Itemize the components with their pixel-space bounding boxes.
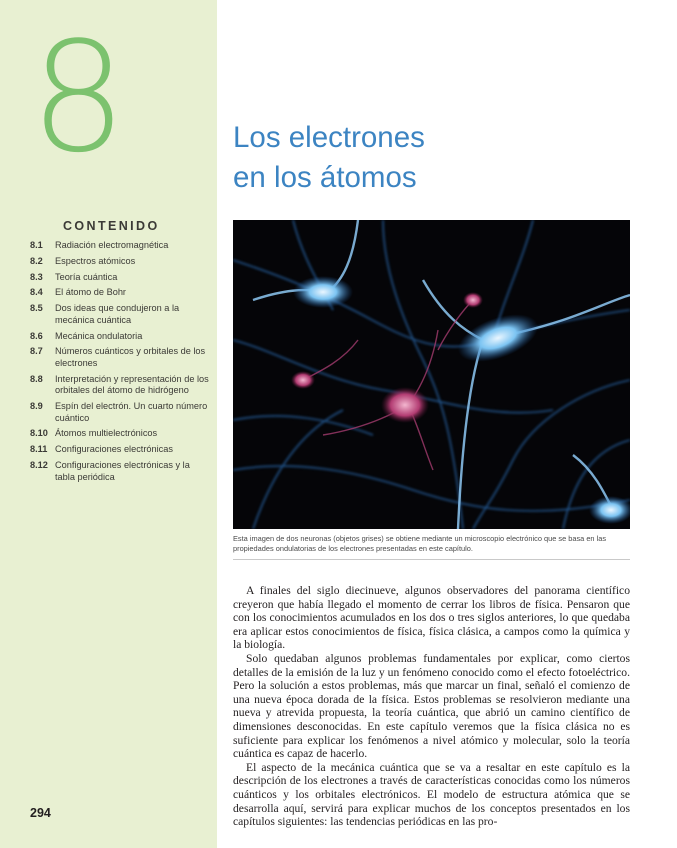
- toc-item: [30, 428, 210, 440]
- toc-item: [30, 460, 210, 483]
- toc-number: 8.11: [30, 444, 48, 455]
- body-text: [233, 584, 630, 829]
- neuron-micrograph-image: [233, 220, 630, 529]
- body-paragraph: Solo quedaban algunos problemas fundamentales por explicar, como ciertos detalles de la emisión de la luz y un fenómeno conocido como el efecto fotoeléctrico. Pero la solución a estos problemas, más que marcar un final, señaló el comienzo de una nueva época dorada de la física. Estos problemas se resolvieron mediante una nueva y atrevida propuesta, la teoría cuántica, que abrió un camino científico de dimensiones desconocidas. En este capítulo veremos que la física clásica no es suficiente para explicar los fenómenos a nivel atómico y molecular, solo la teoría cuántica es capaz de hacerlo.: [233, 651, 630, 761]
- toc-item: [30, 346, 210, 369]
- toc-item: [30, 272, 210, 284]
- chapter-title-line-1: Los electrones: [233, 121, 425, 154]
- chapter-number: 8: [30, 9, 123, 186]
- toc-number: 8.2: [30, 255, 43, 266]
- contents-heading: CONTENIDO: [63, 219, 160, 233]
- toc-text: Configuraciones electrónicas: [55, 444, 173, 455]
- toc-item: [30, 287, 210, 299]
- toc-text: Interpretación y representación de los orbitales del átomo de hidrógeno: [55, 373, 209, 396]
- toc-number: 8.9: [30, 401, 43, 412]
- toc-text: Átomos multielectrónicos: [55, 428, 158, 439]
- caption-divider: [233, 559, 630, 560]
- contents-list: [30, 240, 210, 487]
- page-number: 294: [30, 806, 51, 820]
- toc-item: [30, 444, 210, 456]
- toc-text: Espín del electrón. Un cuarto número cuántico: [55, 401, 208, 423]
- body-paragraph: El aspecto de la mecánica cuántica que se va a resaltar en este capítulo es la descripción de los electrones a través de características conocidas como los números cuánticos y los orbitales electrónicos. El modelo de estructura atómica que se desarrolla aquí, servirá para explicar muchos de los conceptos presentados en los capítulos siguientes: las tendencias periódicas en las pro-: [233, 760, 630, 829]
- neuron-micrograph: [233, 220, 630, 529]
- toc-text: Configuraciones electrónicas y la tabla periódica: [55, 459, 190, 482]
- toc-text: El átomo de Bohr: [55, 287, 126, 298]
- toc-number: 8.12: [30, 459, 48, 470]
- toc-text: Teoría cuántica: [55, 271, 118, 282]
- toc-number: 8.5: [30, 303, 43, 314]
- toc-item: [30, 303, 210, 326]
- toc-number: 8.6: [30, 330, 43, 341]
- toc-text: Espectros atómicos: [55, 255, 136, 266]
- toc-number: 8.3: [30, 271, 43, 282]
- toc-number: 8.1: [30, 240, 43, 250]
- chapter-title-line-2: en los átomos: [233, 161, 417, 194]
- toc-item: [30, 374, 210, 397]
- toc-text: Números cuánticos y orbitales de los electrones: [55, 346, 206, 368]
- toc-item: [30, 256, 210, 268]
- toc-text: Mecánica ondulatoria: [55, 330, 143, 341]
- toc-number: 8.10: [30, 428, 48, 439]
- toc-item: [30, 240, 210, 252]
- toc-number: 8.7: [30, 346, 43, 357]
- toc-number: 8.8: [30, 373, 43, 384]
- body-paragraph: A finales del siglo diecinueve, algunos observadores del panorama científico creyeron que había llegado el momento de cerrar los libros de física. Pensaron que con los conocimientos acumulados en los dos o tres siglos anteriores, lo que quedaba era aplicar estos conocimientos de física, física clásica, a campos como la química y la biología.: [233, 584, 630, 652]
- chapter-title: [233, 118, 653, 198]
- toc-text: Dos ideas que condujeron a la mecánica cuántica: [55, 303, 180, 325]
- toc-item: [30, 331, 210, 343]
- figure-caption: Esta imagen de dos neuronas (objetos grises) se obtiene mediante un microscopio electrónico que se basa en las propiedades ondulatorias de los electrones presentadas en este capítulo.: [233, 534, 607, 553]
- toc-number: 8.4: [30, 287, 43, 298]
- toc-text: Radiación electromagnética: [55, 240, 169, 250]
- toc-item: [30, 401, 210, 424]
